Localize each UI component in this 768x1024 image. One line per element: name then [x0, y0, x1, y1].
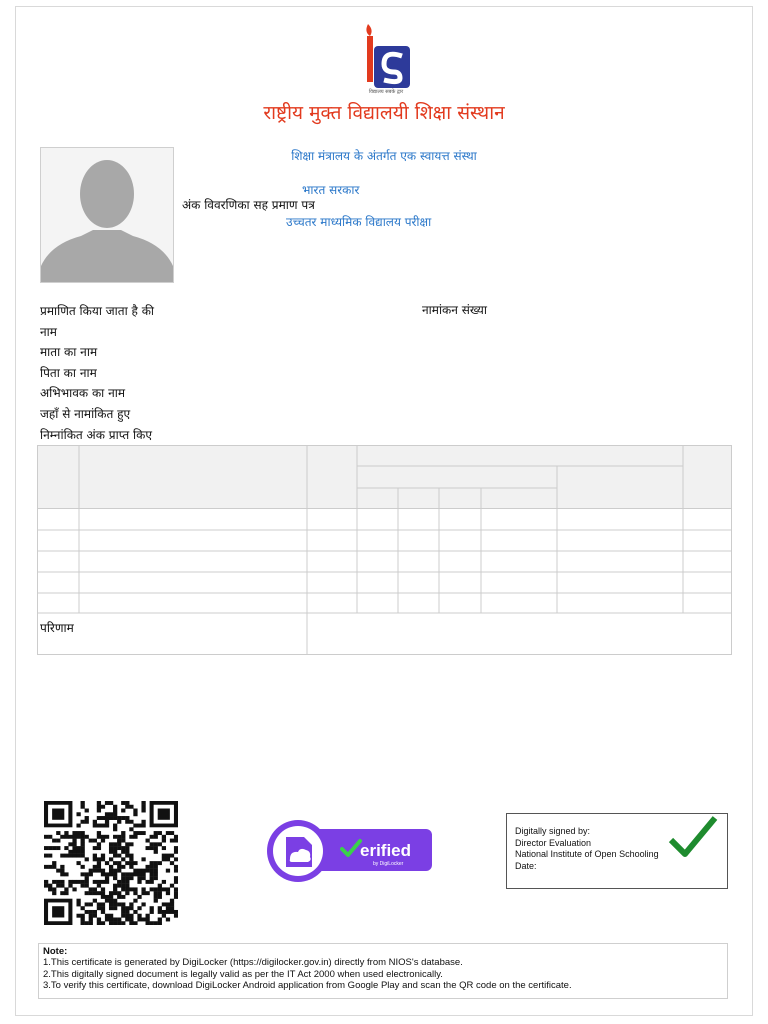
enrolled-from-label: जहाँ से नामांकित हुए	[40, 406, 131, 421]
father-name-label: पिता का नाम	[40, 365, 97, 380]
certified-that-label: प्रमाणित किया जाता है की	[40, 304, 155, 318]
verified-subtext: by DigiLocker	[373, 861, 404, 867]
signer-title: Director Evaluation	[515, 837, 592, 848]
verified-text: erified	[360, 841, 412, 860]
signed-by-label: Digitally signed by:	[515, 826, 591, 836]
certificate-page	[15, 6, 753, 1016]
marks-table	[37, 445, 732, 655]
result-label: परिणाम	[40, 621, 74, 635]
note-item-1: 1.This certificate is generated by DigiLocker (https://digilocker.gov.in) directly from NIOS's database.	[43, 957, 463, 969]
enrollment-number-label: नामांकन संख्या	[422, 303, 487, 317]
note-item-2: 2.This digitally signed document is legally valid as per the IT Act 2000 when used electronically.	[43, 968, 443, 980]
digital-signature-box	[506, 813, 728, 889]
govt-label: भारत सरकार	[302, 183, 360, 197]
note-heading: Note:	[43, 946, 68, 957]
signature-date: Date:	[515, 860, 537, 871]
exam-name: उच्चतर माध्यमिक विद्यालय परीक्षा	[286, 215, 432, 229]
name-label: नाम	[40, 324, 57, 339]
qr-code[interactable]	[44, 801, 178, 925]
digilocker-verified-badge	[266, 819, 434, 883]
signature-valid-check-icon	[667, 814, 719, 860]
marks-obtained-label: निम्नांकित अंक प्राप्त किए	[40, 427, 153, 442]
signer-organization: National Institute of Open Schooling	[515, 849, 659, 859]
student-photo-placeholder	[40, 147, 174, 283]
institute-title: राष्ट्रीय मुक्त विद्यालयी शिक्षा संस्थान	[263, 102, 505, 124]
logo-caption: विद्यालय सबके द्वार	[368, 89, 404, 95]
student-details	[40, 301, 154, 445]
note-box	[38, 943, 728, 999]
guardian-name-label: अभिभावक का नाम	[40, 386, 126, 401]
note-item-3: 3.To verify this certificate, download DigiLocker Android application from Google Play and scan the QR code on the certificate.	[43, 979, 572, 991]
institute-subtitle: शिक्षा मंत्रालय के अंतर्गत एक स्वायत्त संस्था	[291, 149, 477, 163]
document-type: अंक विवरणिका सह प्रमाण पत्र	[182, 198, 315, 212]
mother-name-label: माता का नाम	[40, 345, 98, 360]
